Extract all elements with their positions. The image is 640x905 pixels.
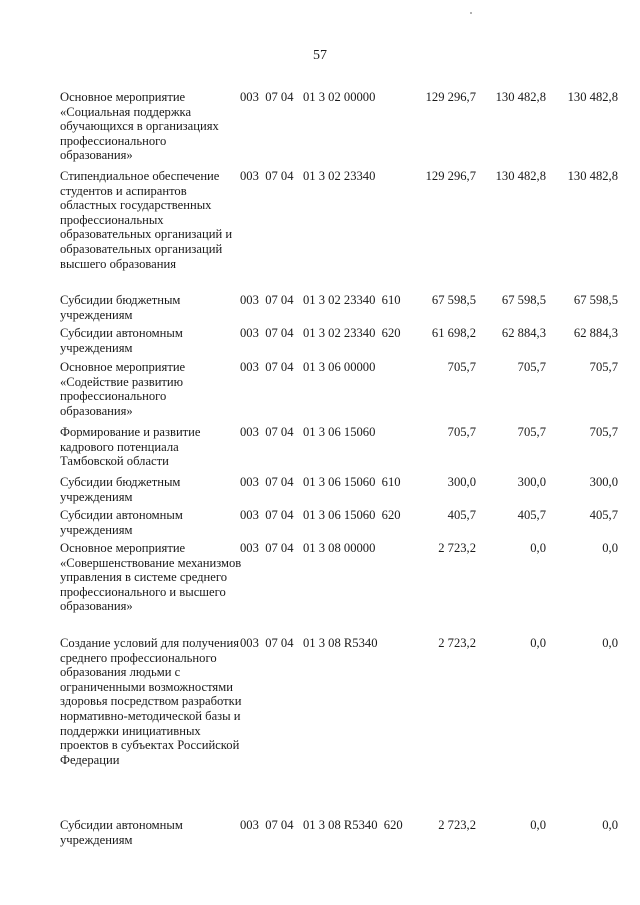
row-value-1: 129 296,7 <box>425 169 476 183</box>
row-name: Субсидии автономным учреждениям <box>60 818 183 847</box>
row-value-3: 0,0 <box>602 818 618 832</box>
row-value-2: 705,7 <box>517 425 546 439</box>
row-value-3: 300,0 <box>589 475 618 489</box>
row-value-1: 405,7 <box>447 508 476 522</box>
row-code: 003 07 04 01 3 02 23340 620 <box>240 326 401 340</box>
row-name: Субсидии автономным учреждениям <box>60 508 183 537</box>
row-name: Основное мероприятие «Содействие развитию профессионального образования» <box>60 360 186 418</box>
page-number: 57 <box>313 48 327 63</box>
row-name: Создание условий для получения среднего профессионального образования людьми с ограниченными возможностями здоровья посредством разработки нормативно-методической базы и поддержки инициативных проектов в субъектах Российской Федерации <box>60 636 242 767</box>
row-code: 003 07 04 01 3 08 R5340 620 <box>240 818 403 832</box>
row-value-1: 61 698,2 <box>431 326 476 340</box>
row-name: Формирование и развитие кадрового потенциала Тамбовской области <box>60 425 201 469</box>
row-value-3: 405,7 <box>589 508 618 522</box>
row-value-2: 705,7 <box>517 360 546 374</box>
row-value-1: 705,7 <box>447 360 476 374</box>
row-value-3: 705,7 <box>589 425 618 439</box>
row-value-1: 2 723,2 <box>438 541 476 555</box>
row-name: Субсидии автономным учреждениям <box>60 326 183 355</box>
row-name: Стипендиальное обеспечение студентов и аспирантов областных государственных профессиональных образовательных организаций и образовательных организаций высшего образования <box>60 169 233 271</box>
row-value-1: 129 296,7 <box>425 90 476 104</box>
row-value-1: 2 723,2 <box>438 636 476 650</box>
row-name: Основное мероприятие «Социальная поддержка обучающихся в организациях профессионального образования» <box>60 90 219 163</box>
row-value-2: 62 884,3 <box>501 326 546 340</box>
row-value-1: 2 723,2 <box>438 818 476 832</box>
row-code: 003 07 04 01 3 06 00000 <box>240 360 376 374</box>
row-value-2: 405,7 <box>517 508 546 522</box>
row-value-3: 705,7 <box>589 360 618 374</box>
row-value-3: 130 482,8 <box>567 169 618 183</box>
row-value-3: 0,0 <box>602 541 618 555</box>
row-value-3: 130 482,8 <box>567 90 618 104</box>
row-code: 003 07 04 01 3 06 15060 610 <box>240 475 401 489</box>
row-value-2: 67 598,5 <box>501 293 546 307</box>
row-value-2: 0,0 <box>530 541 546 555</box>
row-value-3: 0,0 <box>602 636 618 650</box>
row-value-2: 130 482,8 <box>495 90 546 104</box>
row-code: 003 07 04 01 3 08 R5340 <box>240 636 378 650</box>
row-code: 003 07 04 01 3 02 23340 610 <box>240 293 401 307</box>
row-value-2: 130 482,8 <box>495 169 546 183</box>
row-value-1: 300,0 <box>447 475 476 489</box>
row-value-2: 0,0 <box>530 636 546 650</box>
row-name: Субсидии бюджетным учреждениям <box>60 293 181 322</box>
row-name: Субсидии бюджетным учреждениям <box>60 475 181 504</box>
row-value-1: 705,7 <box>447 425 476 439</box>
row-code: 003 07 04 01 3 08 00000 <box>240 541 376 555</box>
row-code: 003 07 04 01 3 02 23340 <box>240 169 376 183</box>
row-value-3: 62 884,3 <box>573 326 618 340</box>
row-value-1: 67 598,5 <box>431 293 476 307</box>
row-value-3: 67 598,5 <box>573 293 618 307</box>
row-value-2: 0,0 <box>530 818 546 832</box>
row-code: 003 07 04 01 3 06 15060 <box>240 425 376 439</box>
row-code: 003 07 04 01 3 02 00000 <box>240 90 376 104</box>
row-name: Основное мероприятие «Совершенствование механизмов управления в системе среднего профессионального и высшего образования» <box>60 541 242 614</box>
row-code: 003 07 04 01 3 06 15060 620 <box>240 508 401 522</box>
row-value-2: 300,0 <box>517 475 546 489</box>
